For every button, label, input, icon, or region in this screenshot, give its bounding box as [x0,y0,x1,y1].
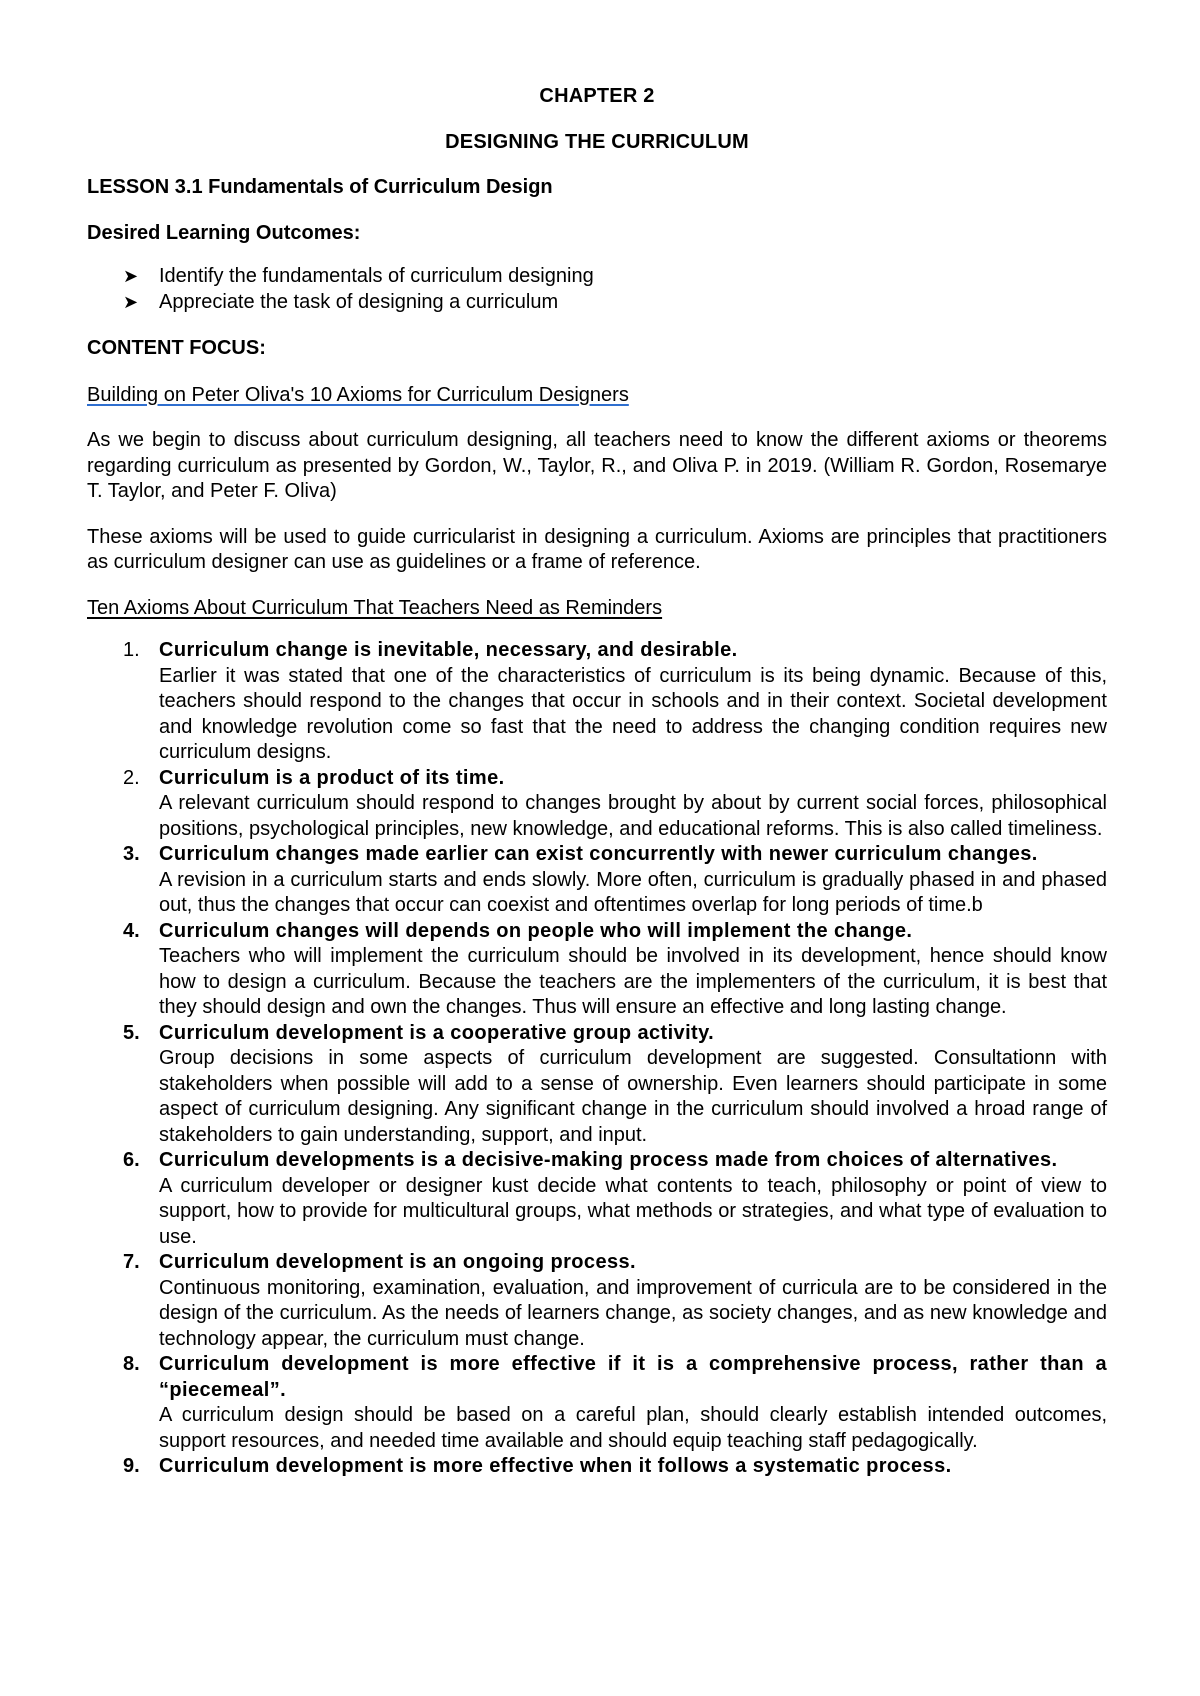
axiom-item [87,919,1107,1021]
outcome-text: Identify the fundamentals of curriculum designing [159,265,594,287]
axiom-title: Curriculum changes made earlier can exist concurrently with newer curriculum changes. [159,843,1038,865]
axiom-number: 8. [123,1353,140,1375]
axiom-title: Curriculum changes will depends on people who will implement the change. [159,919,913,942]
axiom-item [87,638,1107,766]
chapter-title: DESIGNING THE CURRICULUM [445,130,749,153]
axiom-body: A relevant curriculum should respond to changes brought by about by current social forces, philosophical positions, psychological principles, new knowledge, and educational reforms. This is also called timeliness. [159,792,1107,840]
axiom-item [87,766,1107,843]
axiom-body: A curriculum design should be based on a careful plan, should clearly establish intended outcomes, support resources, and needed time available and should equip teaching staff pedagogically. [159,1404,1107,1452]
axiom-body: Group decisions in some aspects of curriculum development are suggested. Consultationn with stakeholders when possible will add to a sense of ownership. Even learners should participate in some aspect of curriculum designing. Any significant change in the curriculum should involved a hroad range of stakeholders to gain understanding, support, and input. [159,1047,1107,1146]
axiom-item [87,1454,1107,1480]
axiom-body: Continuous monitoring, examination, evaluation, and improvement of curricula are to be considered in the design of the curriculum. As the needs of learners change, as society changes, and as new knowledge and technology appear, the curriculum must change. [159,1276,1107,1350]
axiom-item [87,842,1107,919]
axiom-body: A revision in a curriculum starts and ends slowly. More often, curriculum is gradually phased in and phased out, thus the changes that occur can coexist and oftentimes overlap for long periods of time.b [159,868,1107,916]
chapter-heading: CHAPTER 2 [539,85,655,107]
axioms-list-heading: Ten Axioms About Curriculum That Teachers Need as Reminders [87,596,663,619]
outcome-text: Appreciate the task of designing a curriculum [159,290,559,313]
outcomes-heading: Desired Learning Outcomes: [87,221,361,244]
axiom-title: Curriculum development is more effective if it is a comprehensive process, rather than a “piecemeal”. [159,1353,1107,1401]
axiom-title: Curriculum development is more effective when it follows a systematic process. [159,1455,952,1477]
axiom-title: Curriculum change is inevitable, necessary, and desirable. [159,639,738,661]
oliva-axioms-link[interactable]: Building on Peter Oliva's 10 Axioms for Curriculum Designers [87,383,629,406]
arrow-bullet-icon: ➤ [123,291,139,312]
axiom-number: 4. [123,919,140,942]
axiom-number: 6. [123,1149,140,1171]
document-page [87,84,1107,1480]
axiom-title: Curriculum development is a cooperative group activity. [159,1021,715,1044]
axiom-number: 2. [123,766,140,789]
axiom-body: Earlier it was stated that one of the characteristics of curriculum is its being dynamic. Because of this, teachers should respond to the changes that occur in schools and in their context. Societal development and knowledge revolution come so fast that the need to address the changing condition requires new curriculum designs. [159,664,1107,763]
axiom-body: Teachers who will implement the curriculum should be involved in its development, hence should know how to design a curriculum. Because the teachers are the implementers of the curriculum, it is best that they should design and own the changes. Thus will ensure an effective and long lasting change. [159,945,1107,1018]
axioms-list [87,638,1107,1480]
intro-paragraph: As we begin to discuss about curriculum designing, all teachers need to know the different axioms or theorems regarding curriculum as presented by Gordon, W., Taylor, R., and Oliva P. in 2019. (William R. Gordon, Rosemarye T. Taylor, and Peter F. Oliva) [87,429,1107,502]
axiom-item [87,1352,1107,1454]
axioms-explanation-paragraph: These axioms will be used to guide curricularist in designing a curriculum. Axioms are principles that practitioners as curriculum designer can use as guidelines or a frame of reference. [87,525,1107,573]
content-focus-heading: CONTENT FOCUS: [87,337,266,359]
arrow-bullet-icon: ➤ [123,266,139,286]
axiom-number: 1. [123,639,140,661]
outcomes-list [87,264,1107,315]
axiom-number: 3. [123,843,140,865]
lesson-heading: LESSON 3.1 Fundamentals of Curriculum Design [87,176,553,198]
axiom-number: 7. [123,1251,140,1273]
axiom-item [87,1250,1107,1352]
axiom-number: 9. [123,1455,140,1477]
outcome-item [123,290,1107,316]
axiom-item [87,1021,1107,1149]
axiom-title: Curriculum is a product of its time. [159,766,505,789]
outcome-item [123,264,1107,290]
axiom-item [87,1148,1107,1250]
axiom-title: Curriculum developments is a decisive-making process made from choices of alternatives. [159,1149,1058,1171]
axiom-number: 5. [123,1021,140,1044]
axiom-body: A curriculum developer or designer kust decide what contents to teach, philosophy or point of view to support, how to provide for multicultural groups, what methods or strategies, and what type of evaluation to use. [159,1174,1107,1248]
axiom-title: Curriculum development is an ongoing process. [159,1251,636,1273]
